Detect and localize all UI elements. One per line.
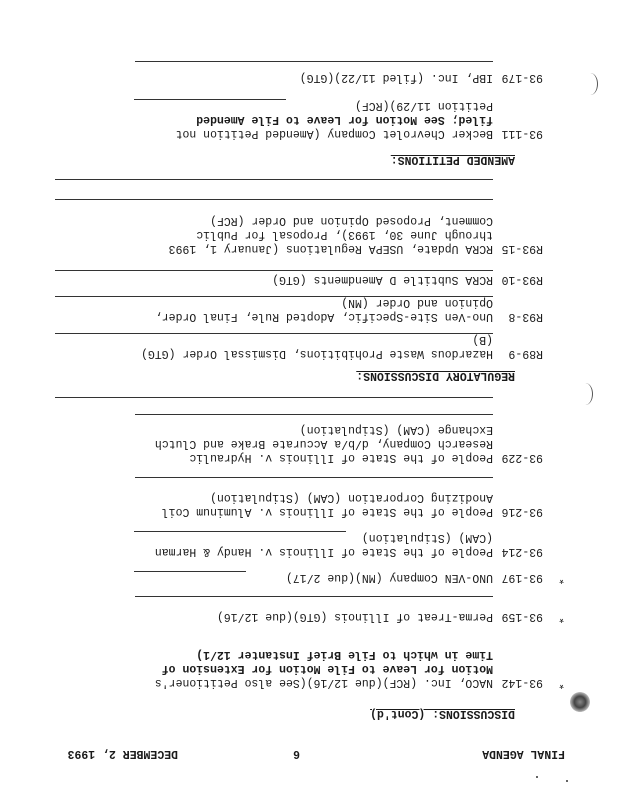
docket-number: 93-216 — [501, 505, 543, 518]
item-star: * — [558, 610, 565, 623]
docket-number: 93-159 — [501, 610, 543, 623]
docket-number: R93-15 — [501, 242, 543, 255]
item-line: Exchange (CAM) (Stipulation) — [299, 423, 493, 436]
item-line: Uno-Ven Site-Specific, Adopted Rule, Final Order, — [154, 310, 493, 323]
punch-hole-mark — [583, 73, 598, 95]
item-star: * — [558, 571, 565, 584]
item-line: (B) — [472, 333, 493, 346]
signature-rule — [135, 596, 493, 597]
signature-rule — [135, 414, 493, 415]
signature-rule — [55, 270, 493, 271]
section-heading-discussions: DISCUSSIONS: (Cont'd) — [370, 707, 515, 720]
item-line: filed; See Motion for Leave to File Amended — [196, 113, 493, 126]
item-line: (CAM) (Stipulation) — [361, 531, 493, 544]
docket-number: 93-229 — [501, 451, 543, 464]
item-line: IBP, Inc. (filed 11/22)(GTG) — [299, 71, 493, 84]
item-line: RCRA Subtitle D Amendments (GTG) — [272, 273, 493, 286]
agenda-date: DECEMBER 2, 1993 — [67, 747, 178, 760]
scan-speck — [536, 776, 538, 778]
signature-rule — [134, 571, 246, 572]
signature-rule — [55, 296, 493, 297]
signature-rule — [55, 199, 493, 200]
agenda-title: FINAL AGENDA — [482, 747, 565, 760]
section-divider — [55, 397, 493, 398]
item-line: Becker Chevrolet Company (Amended Petition not — [175, 127, 493, 140]
signature-rule — [135, 61, 493, 62]
item-line: Petition 11/29)(RCF) — [354, 99, 493, 112]
item-line: UNO-VEN Company (MN)(due 2/17) — [285, 571, 493, 584]
section-heading-amended: AMENDED PETITIONS: — [390, 153, 515, 166]
docket-number: 93-111 — [501, 127, 543, 140]
section-divider — [55, 179, 493, 180]
docket-number: 93-142 — [501, 676, 543, 689]
item-line: Hazardous Waste Prohibitions, Dismissal Order (GTG) — [141, 347, 493, 360]
item-line: Research Company, d/b/a Accurate Brake and Clutch — [154, 437, 493, 450]
signature-rule — [134, 99, 286, 100]
item-line: Opinion and Order (MN) — [341, 296, 493, 309]
item-line: People of the State of Illinois v. Hydraulic — [189, 451, 493, 464]
ink-blot — [570, 692, 590, 712]
docket-number: R89-9 — [508, 347, 543, 360]
section-heading-regulatory: REGULATORY DISCUSSIONS: — [356, 369, 515, 382]
item-line: People of the State of Illinois v. Aluminum Coil — [161, 505, 493, 518]
signature-rule — [135, 477, 493, 478]
punch-hole-mark — [578, 383, 593, 405]
item-line: Perma-Treat of Illinois (GTG)(due 12/16) — [216, 610, 493, 623]
docket-number: R93-8 — [508, 310, 543, 323]
item-line: Anodizing Corporation (CAM) (Stipulation) — [210, 491, 493, 504]
docket-number: R93-10 — [501, 273, 543, 286]
docket-number: 93-179 — [501, 71, 543, 84]
item-line: Comment, Proposed Opinion and Order (RCF) — [210, 214, 493, 227]
docket-number: 93-197 — [501, 571, 543, 584]
item-line: NACO, Inc. (RCF)(due 12/16)(See also Petitioner's — [154, 676, 493, 689]
item-star: * — [558, 676, 565, 689]
scan-speck — [566, 780, 568, 782]
item-line: RCRA Update, USEPA Regulations (January 1, 1993 — [168, 242, 493, 255]
item-line: People of the State of Illinois v. Handy & Harman — [154, 545, 493, 558]
item-line: Time in which to File Brief Instanter 12/1) — [196, 648, 493, 661]
item-line: Motion for Leave to File Motion for Extension of — [161, 662, 493, 675]
page-number: 6 — [293, 747, 300, 760]
item-line: through June 30, 1993), Proposal for Public — [196, 228, 493, 241]
signature-rule — [134, 531, 346, 532]
signature-rule — [55, 333, 493, 334]
docket-number: 93-214 — [501, 545, 543, 558]
